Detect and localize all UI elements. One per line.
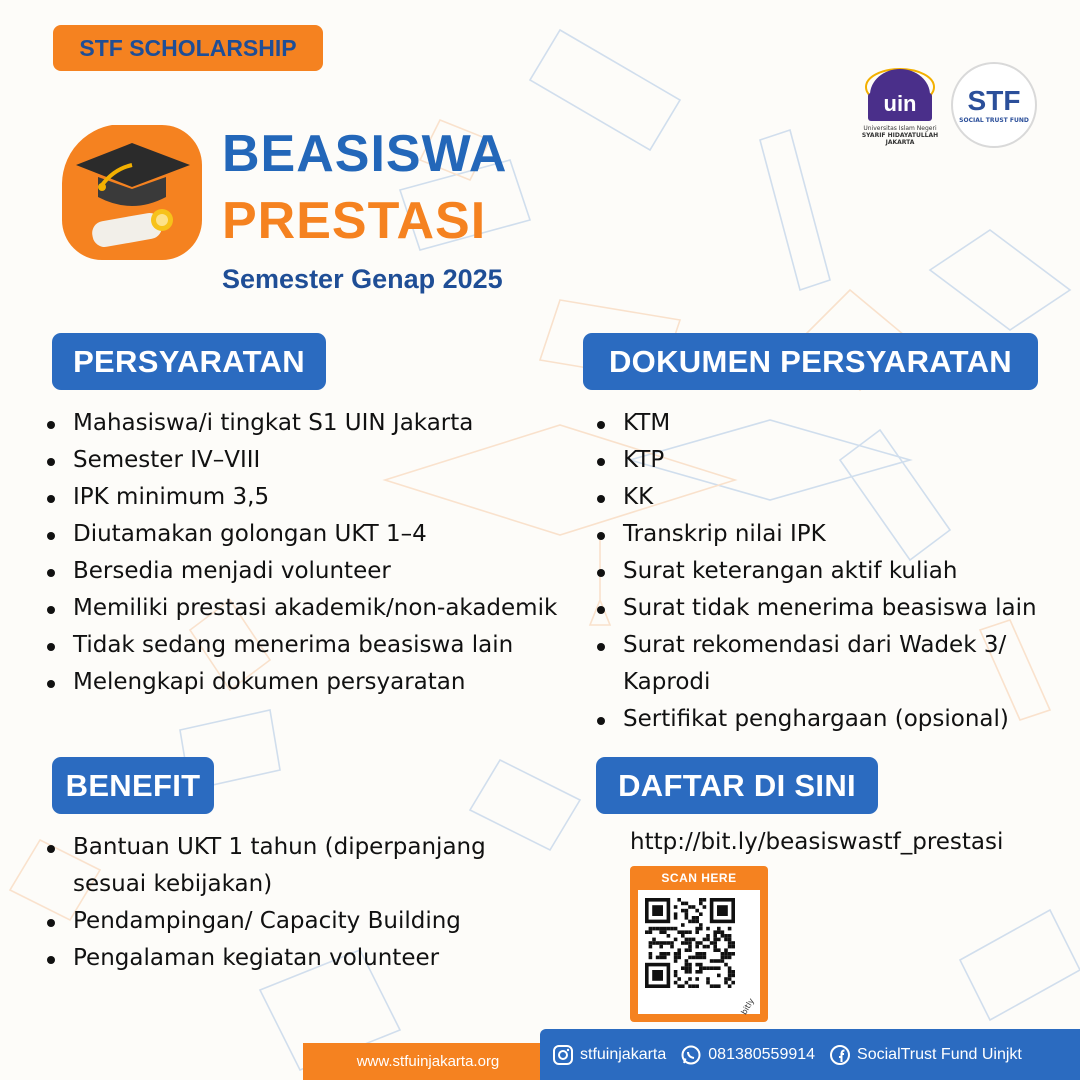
- list-item: Surat keterangan aktif kuliah: [597, 553, 1067, 590]
- list-item: Bantuan UKT 1 tahun (diperpanjang sesuai kebijakan): [47, 829, 517, 903]
- persyaratan-header: [52, 333, 326, 390]
- list-item: Bersedia menjadi volunteer: [47, 553, 587, 590]
- footer-facebook[interactable]: [829, 1044, 1022, 1066]
- graduation-cap-icon: [62, 125, 202, 260]
- list-item: Semester IV–VIII: [47, 442, 587, 479]
- facebook-page: SocialTrust Fund Uinjkt: [857, 1045, 1022, 1063]
- list-item: Melengkapi dokumen persyaratan: [47, 664, 587, 701]
- daftar-header: [596, 757, 878, 814]
- uin-logo: [860, 55, 940, 145]
- list-item: KTP: [597, 442, 1067, 479]
- list-item: Surat tidak menerima beasiswa lain: [597, 590, 1067, 627]
- qr-code-icon: [638, 890, 760, 1014]
- list-item: Transkrip nilai IPK: [597, 516, 1067, 553]
- uin-logo-caption: [854, 125, 946, 146]
- footer-website[interactable]: www.stfuinjakarta.org: [356, 1053, 500, 1070]
- stf-logo-mark: STF: [967, 84, 1021, 116]
- whatsapp-icon: [680, 1044, 702, 1066]
- list-item: Memiliki prestasi akademik/non-akademik: [47, 590, 587, 627]
- dokumen-list: [597, 405, 1067, 738]
- list-item: Diutamakan golongan UKT 1–4: [47, 516, 587, 553]
- scholarship-badge-label: STF SCHOLARSHIP: [79, 34, 297, 61]
- list-item: Mahasiswa/i tingkat S1 UIN Jakarta: [47, 405, 587, 442]
- list-item: KK: [597, 479, 1067, 516]
- persyaratan-list: [47, 405, 587, 701]
- list-item: Sertifikat penghargaan (opsional): [597, 701, 1067, 738]
- qr-code-card[interactable]: [630, 866, 768, 1022]
- stf-logo-caption: SOCIAL TRUST FUND: [959, 116, 1029, 124]
- qr-brand-label: bitly: [739, 996, 756, 1017]
- list-item: KTM: [597, 405, 1067, 442]
- daftar-header-label: DAFTAR DI SINI: [618, 767, 856, 803]
- persyaratan-header-label: PERSYARATAN: [73, 343, 305, 379]
- whatsapp-number: 081380559914: [708, 1045, 816, 1063]
- list-item: Pengalaman kegiatan volunteer: [47, 940, 517, 977]
- footer-social-bar: [540, 1029, 1080, 1080]
- uin-caption-line-2: SYARIF HIDAYATULLAH JAKARTA: [861, 132, 939, 146]
- dokumen-header: [583, 333, 1038, 390]
- benefit-header-label: BENEFIT: [65, 767, 201, 803]
- registration-link[interactable]: http://bit.ly/beasiswastf_prestasi: [630, 829, 1004, 855]
- list-item: IPK minimum 3,5: [47, 479, 587, 516]
- footer-instagram[interactable]: [552, 1044, 666, 1066]
- uin-logo-mark: uin: [883, 91, 917, 116]
- scan-here-label: SCAN HERE: [661, 871, 737, 885]
- dokumen-header-label: DOKUMEN PERSYARATAN: [609, 343, 1012, 379]
- footer-website-bar: [303, 1043, 553, 1080]
- list-item: Tidak sedang menerima beasiswa lain: [47, 627, 587, 664]
- graduation-illustration: [62, 125, 202, 260]
- facebook-icon: [829, 1044, 851, 1066]
- title-subtitle: Semester Genap 2025: [222, 264, 503, 294]
- footer-whatsapp[interactable]: [680, 1044, 815, 1066]
- scholarship-badge: [53, 25, 323, 71]
- stf-logo: [951, 62, 1037, 148]
- title-line-2: PRESTASI: [222, 192, 487, 250]
- qr-code-panel: [638, 890, 760, 1017]
- list-item: Pendampingan/ Capacity Building: [47, 903, 517, 940]
- benefit-header: [52, 757, 214, 814]
- list-item: Surat rekomendasi dari Wadek 3/ Kaprodi: [597, 627, 1053, 701]
- uin-caption-line-1: Universitas Islam Negeri: [863, 125, 937, 132]
- instagram-handle: stfuinjakarta: [580, 1045, 667, 1063]
- title-line-1: BEASISWA: [222, 125, 508, 183]
- benefit-list: [47, 829, 517, 977]
- instagram-icon: [552, 1044, 574, 1066]
